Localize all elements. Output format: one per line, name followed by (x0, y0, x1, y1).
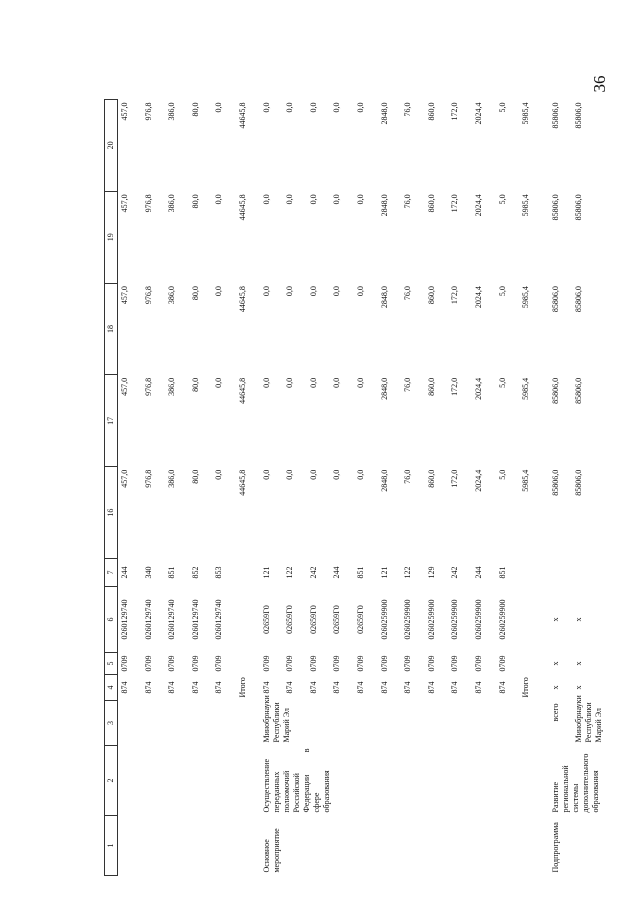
cell-section: 0709 (426, 655, 436, 672)
cell-value: 85806,0 (574, 194, 584, 221)
cell-target: 02659Г0 (332, 605, 342, 634)
cell-section: 0709 (497, 655, 507, 672)
cell-section: 0709 (473, 655, 483, 672)
cell-grbs: 874 (426, 681, 436, 694)
cell-value: 0,0 (261, 286, 271, 297)
cell-section: x (574, 661, 584, 666)
cell-value: 85806,0 (550, 102, 560, 129)
cell-grbs: 874 (285, 681, 295, 694)
cell-target: 0260259900 (379, 599, 389, 640)
cell-target: 0260259900 (426, 599, 436, 640)
cell-value: 172,0 (450, 377, 460, 396)
cell-target (519, 587, 543, 653)
cell-value: 0,0 (332, 286, 342, 297)
table-row (212, 100, 236, 876)
cell-value: 80,0 (190, 377, 200, 392)
cell-value: 0,0 (214, 194, 224, 205)
section-description: Осуществление переданных полномочий Российской Федерации в сфере образования (261, 748, 331, 813)
cell-section: 0709 (167, 655, 177, 672)
cell-value: 457,0 (120, 194, 129, 213)
cell-section: 0709 (190, 655, 200, 672)
cell-type (543, 559, 573, 587)
cell-type: 121 (379, 566, 389, 579)
cell-value: 0,0 (308, 194, 318, 205)
cell-value: 2848,0 (379, 102, 389, 125)
cell-value: 457,0 (120, 377, 129, 396)
cell-value: 860,0 (426, 194, 436, 213)
cell-value: 85806,0 (550, 469, 560, 496)
cell-type: 129 (426, 566, 436, 579)
cell-value: 76,0 (403, 102, 413, 117)
table-row (260, 100, 284, 876)
cell-section: 0709 (308, 655, 318, 672)
header-cell: 2 (105, 746, 118, 816)
cell-grbs: 874 (190, 681, 200, 694)
cell-grbs: 874 (308, 681, 318, 694)
cell-value: 860,0 (426, 377, 436, 396)
cell-value: 2024,4 (473, 469, 483, 492)
cell-col2 (118, 746, 142, 816)
table-row (142, 100, 166, 876)
cell-value: 44645,8 (237, 377, 247, 404)
cell-value: 2848,0 (379, 377, 389, 400)
cell-col1 (142, 816, 166, 876)
cell-value: 5985,4 (521, 377, 531, 400)
cell-value: 860,0 (426, 286, 436, 305)
header-cell: 4 (105, 675, 118, 701)
cell-value: 457,0 (120, 469, 129, 488)
cell-target: 0260259900 (473, 599, 483, 640)
header-row (105, 100, 118, 876)
cell-value: 0,0 (285, 286, 295, 297)
cell-section: 0709 (120, 655, 129, 672)
cell-target: 0260259900 (450, 599, 460, 640)
cell-col2 (236, 746, 260, 816)
cell-value: 0,0 (285, 102, 295, 113)
cell-value: 386,0 (167, 377, 177, 396)
cell-type (572, 559, 606, 587)
cell-col3 (142, 701, 166, 746)
header-cell: 3 (105, 701, 118, 746)
cell-type: 851 (355, 566, 365, 579)
cell-value: 860,0 (426, 469, 436, 488)
section-organization: Минобрнауки Республики Марий Эл (574, 695, 604, 743)
section-label: Подпрограмма (550, 822, 560, 873)
cell-value: 44645,8 (237, 286, 247, 313)
cell-col1 (165, 816, 189, 876)
cell-grbs: 874 (143, 681, 153, 694)
cell-value: 0,0 (308, 286, 318, 297)
cell-value: 5985,4 (521, 102, 531, 125)
cell-target: 0260129740 (167, 599, 177, 640)
cell-value: 0,0 (285, 469, 295, 480)
cell-value: 172,0 (450, 102, 460, 121)
cell-value: 5,0 (497, 377, 507, 388)
cell-col2 (212, 746, 236, 816)
cell-value: 172,0 (450, 469, 460, 488)
cell-value: 2848,0 (379, 469, 389, 492)
cell-section: 0709 (285, 655, 295, 672)
cell-grbs: 874 (403, 681, 413, 694)
header-cell: 19 (105, 191, 118, 283)
cell-value: 0,0 (308, 377, 318, 388)
cell-target: 0260129740 (214, 599, 224, 640)
budget-table (104, 99, 606, 876)
cell-grbs: 874 (497, 681, 507, 694)
cell-value: 0,0 (355, 102, 365, 113)
cell-section: 0709 (214, 655, 224, 672)
cell-type: 851 (167, 566, 177, 579)
total-label: Итого (521, 677, 531, 698)
header-cell: 5 (105, 653, 118, 675)
cell-value: 5985,4 (521, 194, 531, 217)
cell-col3 (189, 701, 213, 746)
cell-value: 5,0 (497, 102, 507, 113)
cell-type: 244 (120, 566, 129, 579)
cell-col3 (165, 701, 189, 746)
cell-value: 976,8 (143, 469, 153, 488)
cell-target: x (574, 617, 584, 622)
table-row (543, 100, 573, 876)
cell-target: 0260129740 (120, 599, 129, 640)
cell-value: 0,0 (332, 194, 342, 205)
table-row (189, 100, 213, 876)
cell-value: 2848,0 (379, 286, 389, 309)
cell-value: 0,0 (261, 102, 271, 113)
cell-value: 457,0 (120, 102, 129, 121)
cell-value: 976,8 (143, 102, 153, 121)
cell-type: 121 (261, 566, 271, 579)
cell-section: 0709 (379, 655, 389, 672)
cell-target: 02659Г0 (285, 605, 295, 634)
cell-col2 (189, 746, 213, 816)
cell-section: 0709 (261, 655, 271, 672)
section-label: Основное мероприятие (261, 828, 281, 873)
header-cell: 1 (105, 816, 118, 876)
cell-type: 244 (332, 566, 342, 579)
cell-value: 172,0 (450, 194, 460, 213)
cell-value: 2024,4 (473, 194, 483, 217)
cell-target: 02659Г0 (261, 605, 271, 634)
cell-value: 85806,0 (550, 286, 560, 313)
header-cell: 18 (105, 283, 118, 375)
cell-value: 2024,4 (473, 102, 483, 125)
cell-value: 5,0 (497, 469, 507, 480)
cell-type: 242 (308, 566, 318, 579)
cell-grbs: 874 (214, 681, 224, 694)
cell-value: 0,0 (332, 377, 342, 388)
cell-target: 0260259900 (403, 599, 413, 640)
cell-value: 76,0 (403, 469, 413, 484)
cell-col1 (118, 816, 142, 876)
cell-type: 851 (497, 566, 507, 579)
rotated-table-container (104, 100, 604, 876)
cell-value: 386,0 (167, 286, 177, 305)
cell-grbs: 874 (261, 681, 271, 694)
cell-value: 80,0 (190, 469, 200, 484)
cell-grbs: 874 (332, 681, 342, 694)
cell-grbs: 874 (473, 681, 483, 694)
cell-grbs: 874 (355, 681, 365, 694)
cell-grbs: 874 (120, 681, 129, 694)
cell-value: 0,0 (285, 377, 295, 388)
cell-target (236, 587, 260, 653)
section-organization: Минобрнауки Республики Марий Эл (261, 695, 291, 743)
cell-value: 85806,0 (550, 377, 560, 404)
cell-value: 0,0 (214, 102, 224, 113)
cell-target: 02659Г0 (308, 605, 318, 634)
cell-value: 0,0 (214, 377, 224, 388)
total-label: Итого (237, 677, 247, 698)
cell-type (519, 559, 543, 587)
cell-col3 (118, 701, 142, 746)
cell-value: 0,0 (285, 194, 295, 205)
cell-value: 80,0 (190, 102, 200, 117)
cell-value: 5985,4 (521, 286, 531, 309)
cell-value: 2848,0 (379, 194, 389, 217)
cell-section: 0709 (332, 655, 342, 672)
cell-value: 85806,0 (574, 102, 584, 129)
cell-grbs: x (550, 685, 560, 690)
table-row (165, 100, 189, 876)
cell-target: 02659Г0 (355, 605, 365, 634)
cell-grbs: 874 (379, 681, 389, 694)
cell-type: 853 (214, 566, 224, 579)
cell-target: x (550, 617, 560, 622)
cell-target: 0260129740 (190, 599, 200, 640)
header-cell: 20 (105, 100, 118, 192)
table-row-total (236, 100, 260, 876)
section-description: Развитие региональной системы дополнительного образования (550, 753, 600, 813)
cell-value: 2024,4 (473, 286, 483, 309)
cell-target: 0260259900 (497, 599, 507, 640)
cell-value: 0,0 (355, 377, 365, 388)
cell-type: 340 (143, 566, 153, 579)
table-row (118, 100, 142, 876)
cell-value: 386,0 (167, 469, 177, 488)
cell-col2 (142, 746, 166, 816)
cell-value: 76,0 (403, 377, 413, 392)
cell-value: 2024,4 (473, 377, 483, 400)
cell-value: 0,0 (355, 469, 365, 480)
header-cell: 6 (105, 587, 118, 653)
cell-value: 0,0 (308, 102, 318, 113)
cell-col2 (165, 746, 189, 816)
cell-type: 122 (403, 566, 413, 579)
cell-type: 852 (190, 566, 200, 579)
cell-value: 386,0 (167, 102, 177, 121)
cell-value: 457,0 (120, 286, 129, 305)
cell-col3 (212, 701, 236, 746)
cell-type: 244 (473, 566, 483, 579)
cell-grbs: x (574, 685, 584, 690)
cell-value: 44645,8 (237, 102, 247, 129)
cell-section: 0709 (355, 655, 365, 672)
cell-value: 80,0 (190, 194, 200, 209)
cell-grbs: 874 (167, 681, 177, 694)
cell-value: 172,0 (450, 286, 460, 305)
cell-value: 0,0 (332, 102, 342, 113)
cell-value: 860,0 (426, 102, 436, 121)
cell-value: 0,0 (332, 469, 342, 480)
cell-col1 (189, 816, 213, 876)
cell-value: 0,0 (355, 194, 365, 205)
cell-type: 122 (285, 566, 295, 579)
cell-value: 85806,0 (574, 469, 584, 496)
page-number: 36 (590, 75, 609, 93)
cell-value: 44645,8 (237, 194, 247, 221)
cell-value: 0,0 (308, 469, 318, 480)
cell-section (519, 653, 543, 675)
header-cell: 7 (105, 559, 118, 587)
cell-value: 0,0 (261, 377, 271, 388)
cell-value: 76,0 (403, 194, 413, 209)
cell-col1 (236, 816, 260, 876)
cell-value: 44645,8 (237, 469, 247, 496)
cell-value: 5,0 (497, 286, 507, 297)
cell-section: x (550, 661, 560, 666)
cell-col1 (212, 816, 236, 876)
cell-section: 0709 (143, 655, 153, 672)
cell-value: 0,0 (261, 194, 271, 205)
cell-value: 5,0 (497, 194, 507, 205)
cell-value: 5985,4 (521, 469, 531, 492)
cell-value: 386,0 (167, 194, 177, 213)
cell-type: 242 (450, 566, 460, 579)
cell-value: 0,0 (214, 469, 224, 480)
cell-section: 0709 (450, 655, 460, 672)
cell-value: 85806,0 (574, 377, 584, 404)
cell-value: 976,8 (143, 194, 153, 213)
cell-section (236, 653, 260, 675)
section-total-label: всего (550, 703, 560, 722)
cell-type (236, 559, 260, 587)
cell-value: 0,0 (261, 469, 271, 480)
cell-value: 0,0 (355, 286, 365, 297)
header-cell: 16 (105, 467, 118, 559)
cell-value: 80,0 (190, 286, 200, 301)
cell-col3 (236, 701, 260, 746)
cell-value: 0,0 (214, 286, 224, 297)
cell-value: 976,8 (143, 286, 153, 305)
cell-section: 0709 (403, 655, 413, 672)
header-cell: 17 (105, 375, 118, 467)
cell-value: 85806,0 (550, 194, 560, 221)
cell-grbs: 874 (450, 681, 460, 694)
cell-value: 76,0 (403, 286, 413, 301)
cell-value: 976,8 (143, 377, 153, 396)
cell-target: 0260129740 (143, 599, 153, 640)
cell-value: 85806,0 (574, 286, 584, 313)
